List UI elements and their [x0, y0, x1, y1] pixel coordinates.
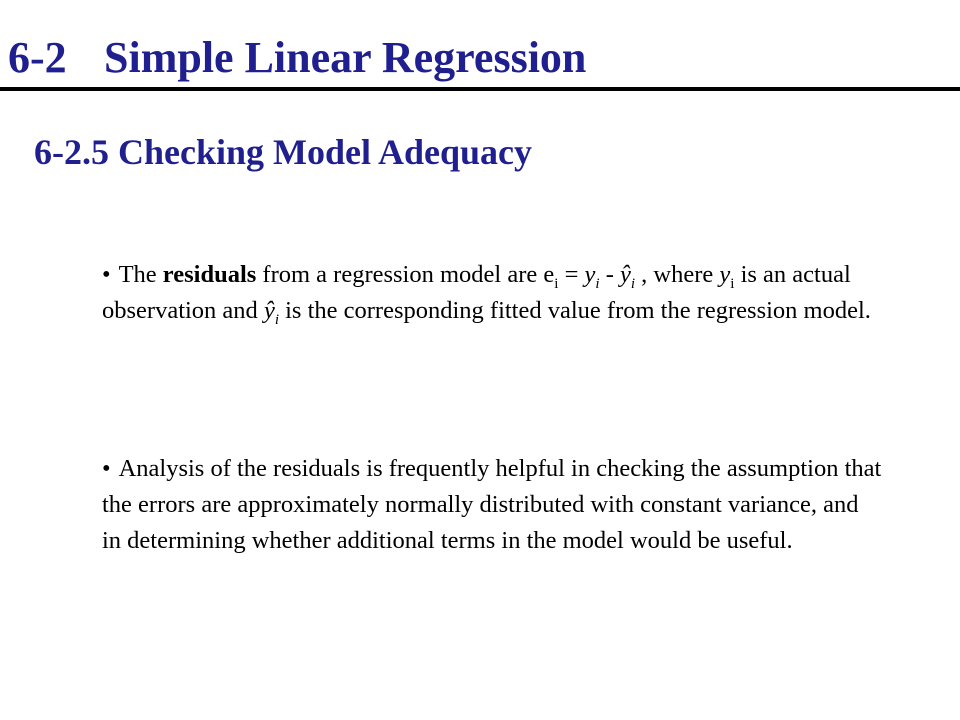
title-underline — [0, 87, 960, 91]
bullet-marker: • — [102, 261, 111, 288]
bullet1-subscript: i — [554, 275, 559, 292]
bullet-residuals-definition — [102, 257, 882, 329]
bullet-residual-analysis — [102, 451, 882, 559]
bullet1-text-fitted: is the corresponding fitted value from the regression model. — [278, 297, 871, 324]
bullet1-keyword: residuals — [162, 261, 257, 288]
bullet1-subscript: i — [274, 311, 279, 328]
bullet2-text: Analysis of the residuals is frequently helpful in checking the assumption that the errors are approximately normally distributed with constant variance, and in determining whether additional terms in the model would be useful. — [102, 455, 882, 554]
slide-title — [8, 33, 587, 82]
bullet1-equals: = — [558, 261, 585, 288]
bullet1-subscript: i — [730, 275, 735, 292]
bullet1-minus: - — [599, 261, 620, 288]
bullet1-yhat-symbol: ŷ — [619, 261, 631, 288]
bullet1-y-symbol: y — [719, 261, 731, 288]
bullet1-yhat-symbol: ŷ — [263, 297, 275, 324]
bullet1-comma: , — [635, 261, 648, 288]
slide-title-number: 6-2 — [8, 33, 67, 82]
slide-title-text: Simple Linear Regression — [104, 33, 587, 82]
section-heading: 6-2.5 Checking Model Adequacy — [34, 132, 533, 172]
bullet1-text-lead: The — [118, 261, 163, 288]
bullet1-text-model: from a regression model are e — [256, 261, 555, 288]
bullet1-text-observation: is an actual observation and — [102, 261, 851, 324]
bullet-marker: • — [102, 455, 111, 482]
bullet1-subscript: i — [595, 275, 600, 292]
bullet1-text-where: where — [653, 261, 720, 288]
bullet1-y-symbol: y — [584, 261, 596, 288]
bullet1-subscript: i — [630, 275, 636, 292]
